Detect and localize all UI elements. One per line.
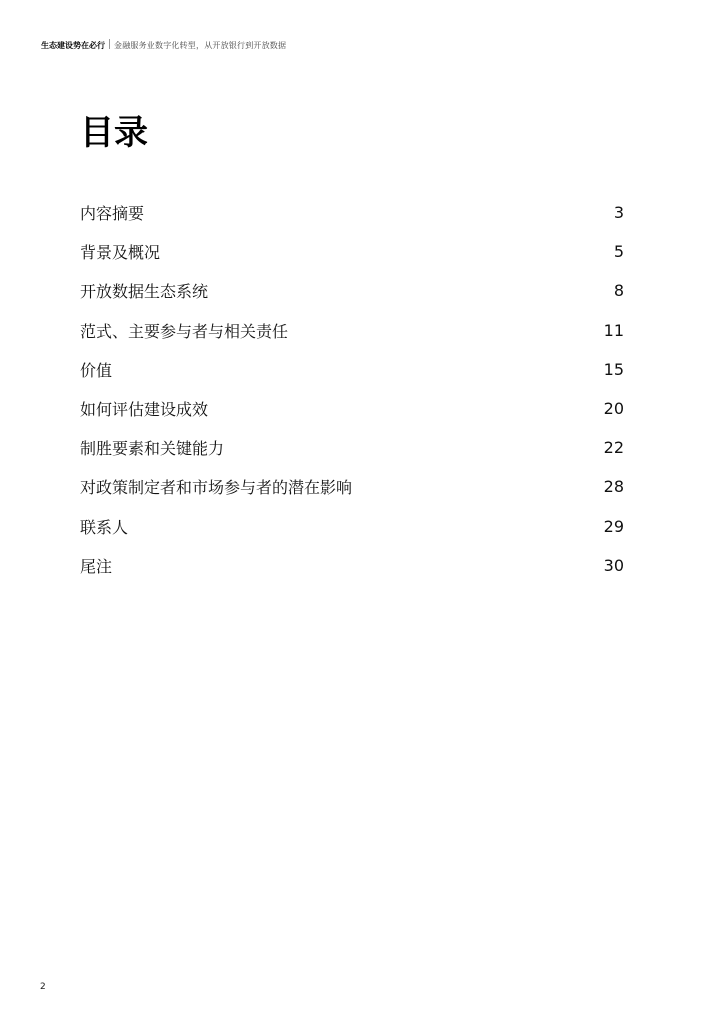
toc-entry-title: 内容摘要 — [80, 204, 145, 224]
toc-entry-page: 28 — [603, 477, 624, 497]
toc-entry-title: 对政策制定者和市场参与者的潜在影响 — [80, 478, 353, 498]
running-header — [41, 39, 286, 52]
toc-entry-page: 20 — [603, 399, 624, 419]
toc-entry-title: 尾注 — [80, 556, 113, 576]
header-divider — [109, 39, 110, 49]
toc-entry-page: 30 — [603, 555, 624, 575]
toc-entry[interactable] — [80, 311, 624, 350]
toc-entry[interactable] — [80, 350, 624, 389]
toc-entry-title: 范式、主要参与者与相关责任 — [80, 321, 289, 341]
toc-entry-page: 8 — [613, 281, 624, 301]
toc-entry-page: 5 — [613, 242, 624, 262]
page-title: 目录 — [80, 113, 148, 153]
toc-entry[interactable] — [80, 389, 624, 428]
toc-entry[interactable] — [80, 271, 624, 310]
toc-entry[interactable] — [80, 507, 624, 546]
toc-entry-page: 22 — [603, 438, 624, 458]
toc-entry-page: 15 — [603, 359, 624, 379]
toc-entry[interactable] — [80, 232, 624, 271]
header-subtitle: 金融服务业数字化转型，从开放银行到开放数据 — [114, 41, 287, 50]
table-of-contents — [80, 193, 624, 585]
toc-entry-title: 联系人 — [80, 517, 129, 537]
toc-entry-page: 3 — [613, 203, 624, 223]
page-number: 2 — [40, 982, 46, 992]
header-brand: 生态建设势在必行 — [41, 41, 105, 50]
toc-entry[interactable] — [80, 467, 624, 506]
toc-entry-title: 开放数据生态系统 — [80, 282, 209, 302]
toc-entry-title: 制胜要素和关键能力 — [80, 439, 225, 459]
toc-entry[interactable] — [80, 546, 624, 585]
toc-entry-title: 如何评估建设成效 — [80, 400, 209, 420]
toc-entry-page: 29 — [603, 516, 624, 536]
toc-entry-title: 价值 — [80, 360, 113, 380]
toc-entry-title: 背景及概况 — [80, 243, 161, 263]
toc-entry[interactable] — [80, 428, 624, 467]
toc-entry-page: 11 — [603, 320, 624, 340]
toc-entry[interactable] — [80, 193, 624, 232]
